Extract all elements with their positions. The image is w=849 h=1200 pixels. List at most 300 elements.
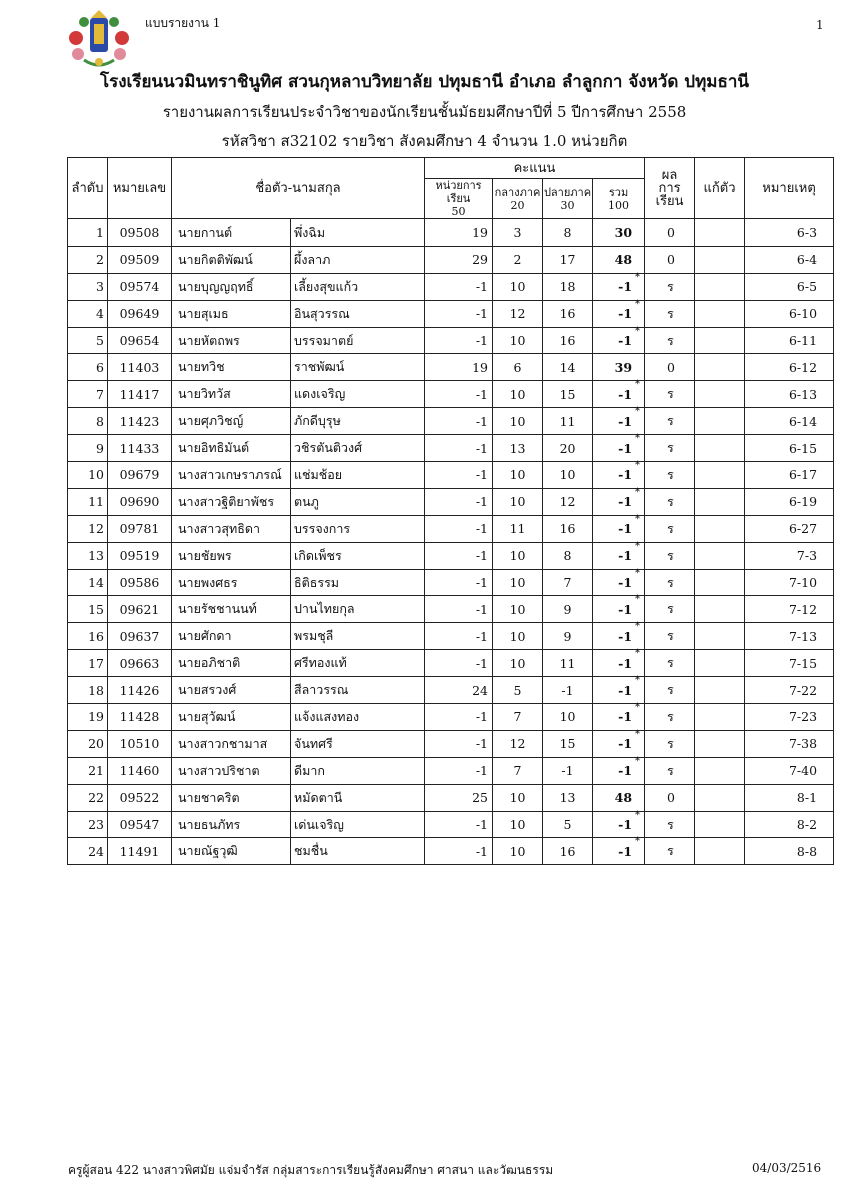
student-id-cell: 11433 [108, 435, 172, 462]
header-name: ชื่อตัว-นามสกุล [172, 158, 425, 219]
score-mid-cell: 10 [493, 327, 543, 354]
score-total-value: 39 [614, 359, 633, 375]
student-id-cell: 09522 [108, 784, 172, 811]
score-mid-cell: 11 [493, 515, 543, 542]
result-cell: ร [645, 408, 695, 435]
row-number-cell: 18 [68, 677, 108, 704]
result-cell: ร [645, 838, 695, 865]
incomplete-mark: * [635, 325, 641, 337]
table-row [68, 246, 834, 273]
incomplete-mark: * [635, 702, 641, 714]
header-final-label: ปลายภาค [543, 185, 592, 199]
header-unit [425, 179, 493, 219]
score-final-cell: 11 [543, 650, 593, 677]
student-first-name-cell: นางสาวเกษราภรณ์ [172, 462, 291, 489]
score-unit-cell: -1 [425, 811, 493, 838]
row-number-cell: 6 [68, 354, 108, 381]
score-total-cell [593, 515, 645, 542]
header-unit-label: หน่วยการเรียน [435, 179, 482, 205]
student-id-cell: 09649 [108, 300, 172, 327]
score-mid-cell: 12 [493, 300, 543, 327]
score-unit-cell: -1 [425, 569, 493, 596]
incomplete-mark: * [635, 513, 641, 525]
row-number-cell: 15 [68, 596, 108, 623]
table-row [68, 730, 834, 757]
score-total-cell [593, 811, 645, 838]
score-total-cell [593, 677, 645, 704]
remark-cell: 8-8 [745, 838, 834, 865]
fix-cell [695, 650, 745, 677]
header-total [593, 179, 645, 219]
score-final-cell: 15 [543, 381, 593, 408]
score-final-cell: 15 [543, 730, 593, 757]
student-id-cell: 09547 [108, 811, 172, 838]
remark-cell: 6-4 [745, 246, 834, 273]
remark-cell: 6-17 [745, 462, 834, 489]
remark-cell: 7-3 [745, 542, 834, 569]
score-total-cell [593, 273, 645, 300]
score-total-value: 48 [614, 790, 633, 806]
student-first-name-cell: นายหัตถพร [172, 327, 291, 354]
score-total-cell [593, 219, 645, 247]
fix-cell [695, 757, 745, 784]
grade-rows [68, 219, 834, 865]
remark-cell: 8-1 [745, 784, 834, 811]
student-last-name-cell: บรรจมาตย์ [291, 327, 425, 354]
score-total-value: -1 [618, 548, 633, 564]
student-id-cell: 11423 [108, 408, 172, 435]
score-total-value: -1 [618, 440, 633, 456]
score-total-value: -1 [618, 494, 633, 510]
score-mid-cell: 10 [493, 542, 543, 569]
result-cell: ร [645, 435, 695, 462]
table-row [68, 381, 834, 408]
remark-cell: 6-13 [745, 381, 834, 408]
score-unit-cell: -1 [425, 327, 493, 354]
student-id-cell: 09519 [108, 542, 172, 569]
score-mid-cell: 10 [493, 838, 543, 865]
score-total-value: -1 [618, 279, 633, 295]
fix-cell [695, 704, 745, 731]
student-id-cell: 11460 [108, 757, 172, 784]
row-number-cell: 7 [68, 381, 108, 408]
score-final-cell: 5 [543, 811, 593, 838]
header-total-max: 100 [608, 198, 630, 212]
score-unit-cell: 25 [425, 784, 493, 811]
student-last-name-cell: เกิดเพ็ชร [291, 542, 425, 569]
score-final-cell: 14 [543, 354, 593, 381]
header-final-max: 30 [560, 198, 575, 212]
score-final-cell: 17 [543, 246, 593, 273]
score-mid-cell: 10 [493, 569, 543, 596]
student-last-name-cell: ศรีทองแท้ [291, 650, 425, 677]
remark-cell: 6-3 [745, 219, 834, 247]
score-final-cell: 8 [543, 542, 593, 569]
row-number-cell: 19 [68, 704, 108, 731]
student-first-name-cell: นายณัฐวุฒิ [172, 838, 291, 865]
score-final-cell: -1 [543, 757, 593, 784]
header-result [645, 158, 695, 219]
remark-cell: 6-19 [745, 488, 834, 515]
remark-cell: 6-12 [745, 354, 834, 381]
row-number-cell: 17 [68, 650, 108, 677]
result-cell: ร [645, 704, 695, 731]
remark-cell: 6-15 [745, 435, 834, 462]
result-cell: ร [645, 623, 695, 650]
score-total-value: -1 [618, 575, 633, 591]
score-final-cell: 16 [543, 838, 593, 865]
score-total-value: -1 [618, 763, 633, 779]
student-last-name-cell: ธิติธรรม [291, 569, 425, 596]
row-number-cell: 10 [68, 462, 108, 489]
score-mid-cell: 10 [493, 273, 543, 300]
student-last-name-cell: สีลาวรรณ [291, 677, 425, 704]
score-mid-cell: 10 [493, 488, 543, 515]
score-total-value: 48 [614, 252, 633, 268]
score-total-value: -1 [618, 306, 633, 322]
incomplete-mark: * [635, 728, 641, 740]
result-cell: ร [645, 327, 695, 354]
incomplete-mark: * [635, 540, 641, 552]
score-final-cell: 8 [543, 219, 593, 247]
score-unit-cell: -1 [425, 838, 493, 865]
row-number-cell: 22 [68, 784, 108, 811]
student-id-cell: 11426 [108, 677, 172, 704]
fix-cell [695, 730, 745, 757]
incomplete-mark: * [635, 486, 641, 498]
student-first-name-cell: นายสรวงศ์ [172, 677, 291, 704]
incomplete-mark: * [635, 675, 641, 687]
result-cell: ร [645, 300, 695, 327]
student-last-name-cell: พึ่งฉิม [291, 219, 425, 247]
row-number-cell: 2 [68, 246, 108, 273]
student-first-name-cell: นายอิทธิมันต์ [172, 435, 291, 462]
score-mid-cell: 10 [493, 623, 543, 650]
table-row [68, 704, 834, 731]
score-mid-cell: 7 [493, 704, 543, 731]
fix-cell [695, 462, 745, 489]
score-total-cell [593, 381, 645, 408]
score-mid-cell: 6 [493, 354, 543, 381]
result-cell: ร [645, 381, 695, 408]
student-last-name-cell: ตนภู [291, 488, 425, 515]
incomplete-mark: * [635, 271, 641, 283]
incomplete-mark: * [635, 298, 641, 310]
score-unit-cell: -1 [425, 623, 493, 650]
fix-cell [695, 435, 745, 462]
remark-cell: 6-14 [745, 408, 834, 435]
report-title: รายงานผลการเรียนประจำวิชาของนักเรียนชั้นมัธยมศึกษาปีที่ 5 ปีการศึกษา 2558 [162, 103, 687, 121]
score-unit-cell: 24 [425, 677, 493, 704]
incomplete-mark: * [635, 809, 641, 821]
student-first-name-cell: นายกิตติพัฒน์ [172, 246, 291, 273]
student-last-name-cell: แช่มช้อย [291, 462, 425, 489]
header-result-top: ผล [661, 167, 678, 183]
student-id-cell: 11491 [108, 838, 172, 865]
student-first-name-cell: นายสุเมธ [172, 300, 291, 327]
score-total-value: -1 [618, 843, 633, 859]
incomplete-mark: * [635, 836, 641, 848]
remark-cell: 7-40 [745, 757, 834, 784]
incomplete-mark: * [635, 406, 641, 418]
score-total-value: -1 [618, 628, 633, 644]
student-last-name-cell: ดีมาก [291, 757, 425, 784]
table-row [68, 838, 834, 865]
result-cell: ร [645, 488, 695, 515]
header-no: ลำดับ [68, 158, 108, 219]
student-last-name-cell: จันทศรี [291, 730, 425, 757]
score-final-cell: 7 [543, 569, 593, 596]
header-mid-label: กลางภาค [494, 185, 541, 199]
subject-line: รหัสวิชา ส32102 รายวิชา สังคมศึกษา 4 จำนวน 1.0 หน่วยกิต [221, 132, 628, 150]
score-total-cell [593, 757, 645, 784]
report-date: 04/03/2516 [752, 1161, 822, 1175]
table-row [68, 327, 834, 354]
result-cell: ร [645, 811, 695, 838]
student-id-cell: 09663 [108, 650, 172, 677]
score-final-cell: 16 [543, 300, 593, 327]
incomplete-mark: * [635, 379, 641, 391]
score-total-cell [593, 327, 645, 354]
page-number: 1 [816, 18, 824, 32]
student-first-name-cell: นายชัยพร [172, 542, 291, 569]
table-row [68, 219, 834, 247]
result-cell: 0 [645, 784, 695, 811]
student-id-cell: 09654 [108, 327, 172, 354]
incomplete-mark: * [635, 433, 641, 445]
remark-cell: 6-27 [745, 515, 834, 542]
student-first-name-cell: นายรัชชานนท์ [172, 596, 291, 623]
fix-cell [695, 354, 745, 381]
remark-cell: 7-22 [745, 677, 834, 704]
row-number-cell: 9 [68, 435, 108, 462]
row-number-cell: 5 [68, 327, 108, 354]
fix-cell [695, 408, 745, 435]
fix-cell [695, 300, 745, 327]
student-last-name-cell: อินสุวรรณ [291, 300, 425, 327]
row-number-cell: 23 [68, 811, 108, 838]
student-first-name-cell: นายศุภวิชญ์ [172, 408, 291, 435]
fix-cell [695, 515, 745, 542]
row-number-cell: 3 [68, 273, 108, 300]
remark-cell: 7-23 [745, 704, 834, 731]
fix-cell [695, 623, 745, 650]
fix-cell [695, 273, 745, 300]
student-first-name-cell: นายบุญญฤทธิ์ [172, 273, 291, 300]
score-final-cell: 9 [543, 623, 593, 650]
table-row [68, 542, 834, 569]
student-first-name-cell: นายอภิชาติ [172, 650, 291, 677]
score-final-cell: 10 [543, 704, 593, 731]
student-last-name-cell: ภักดีบุรุษ [291, 408, 425, 435]
score-mid-cell: 5 [493, 677, 543, 704]
score-total-cell [593, 784, 645, 811]
fix-cell [695, 677, 745, 704]
score-total-value: -1 [618, 817, 633, 833]
header-result-bottom: การเรียน [655, 180, 684, 209]
header-final [543, 179, 593, 219]
row-number-cell: 8 [68, 408, 108, 435]
fix-cell [695, 381, 745, 408]
score-mid-cell: 2 [493, 246, 543, 273]
score-total-value: 30 [614, 225, 633, 241]
student-id-cell: 09621 [108, 596, 172, 623]
header-unit-max: 50 [451, 205, 466, 218]
student-id-cell: 09637 [108, 623, 172, 650]
score-unit-cell: -1 [425, 650, 493, 677]
incomplete-mark: * [635, 648, 641, 660]
score-unit-cell: -1 [425, 408, 493, 435]
remark-cell: 6-5 [745, 273, 834, 300]
score-total-value: -1 [618, 413, 633, 429]
student-id-cell: 09586 [108, 569, 172, 596]
result-cell: ร [645, 730, 695, 757]
result-cell: ร [645, 569, 695, 596]
score-unit-cell: -1 [425, 515, 493, 542]
remark-cell: 7-10 [745, 569, 834, 596]
grades-table [67, 157, 834, 865]
fix-cell [695, 596, 745, 623]
student-last-name-cell: เด่นเจริญ [291, 811, 425, 838]
score-unit-cell: -1 [425, 273, 493, 300]
incomplete-mark: * [635, 594, 641, 606]
score-total-value: -1 [618, 386, 633, 402]
remark-cell: 7-12 [745, 596, 834, 623]
student-id-cell: 09781 [108, 515, 172, 542]
result-cell: ร [645, 650, 695, 677]
student-first-name-cell: นายศักดา [172, 623, 291, 650]
table-row [68, 623, 834, 650]
fix-cell [695, 219, 745, 247]
student-last-name-cell: พรมชุลี [291, 623, 425, 650]
score-unit-cell: -1 [425, 730, 493, 757]
score-final-cell: 12 [543, 488, 593, 515]
score-final-cell: 13 [543, 784, 593, 811]
score-unit-cell: -1 [425, 704, 493, 731]
student-last-name-cell: ผึ้งลาภ [291, 246, 425, 273]
score-mid-cell: 13 [493, 435, 543, 462]
student-last-name-cell: แจ้งแสงทอง [291, 704, 425, 731]
score-total-value: -1 [618, 682, 633, 698]
fix-cell [695, 488, 745, 515]
school-name-line: โรงเรียนนวมินทราชินูทิศ สวนกุหลาบวิทยาลัย ปทุมธานี อำเภอ ลำลูกกา จังหวัด ปทุมธานี [99, 72, 750, 92]
student-id-cell: 09509 [108, 246, 172, 273]
table-row [68, 569, 834, 596]
table-row [68, 811, 834, 838]
student-id-cell: 11403 [108, 354, 172, 381]
score-total-cell [593, 246, 645, 273]
score-unit-cell: -1 [425, 542, 493, 569]
row-number-cell: 16 [68, 623, 108, 650]
score-mid-cell: 10 [493, 462, 543, 489]
school-emblem-icon [64, 8, 134, 72]
result-cell: ร [645, 596, 695, 623]
row-number-cell: 1 [68, 219, 108, 247]
row-number-cell: 11 [68, 488, 108, 515]
score-final-cell: 16 [543, 515, 593, 542]
score-total-value: -1 [618, 521, 633, 537]
result-cell: 0 [645, 219, 695, 247]
fix-cell [695, 569, 745, 596]
incomplete-mark: * [635, 567, 641, 579]
student-last-name-cell: ชมชื่น [291, 838, 425, 865]
student-last-name-cell: บรรจงการ [291, 515, 425, 542]
student-id-cell: 11428 [108, 704, 172, 731]
student-first-name-cell: นายวิทวัส [172, 381, 291, 408]
student-first-name-cell: นายสุวัฒน์ [172, 704, 291, 731]
teacher-line: ครูผู้สอน 422 นางสาวพิศมัย แจ่มจำรัส กลุ่มสาระการเรียนรู้สังคมศึกษา ศาสนา และวัฒนธรรม [68, 1163, 554, 1177]
score-unit-cell: 29 [425, 246, 493, 273]
score-final-cell: 9 [543, 596, 593, 623]
score-total-cell [593, 488, 645, 515]
student-first-name-cell: นายธนภัทร [172, 811, 291, 838]
row-number-cell: 20 [68, 730, 108, 757]
score-total-cell [593, 569, 645, 596]
table-row [68, 462, 834, 489]
score-total-cell [593, 650, 645, 677]
row-number-cell: 13 [68, 542, 108, 569]
score-unit-cell: -1 [425, 381, 493, 408]
header-total-label: รวม [608, 185, 629, 199]
table-row [68, 677, 834, 704]
table-row [68, 784, 834, 811]
table-row [68, 408, 834, 435]
table-row [68, 435, 834, 462]
student-first-name-cell: นางสาวกชามาส [172, 730, 291, 757]
fix-cell [695, 838, 745, 865]
student-first-name-cell: นายกานต์ [172, 219, 291, 247]
score-mid-cell: 10 [493, 811, 543, 838]
fix-cell [695, 784, 745, 811]
remark-cell: 8-2 [745, 811, 834, 838]
form-label: แบบรายงาน 1 [145, 16, 221, 30]
score-final-cell: 18 [543, 273, 593, 300]
row-number-cell: 12 [68, 515, 108, 542]
row-number-cell: 4 [68, 300, 108, 327]
fix-cell [695, 246, 745, 273]
student-first-name-cell: นายชาคริต [172, 784, 291, 811]
result-cell: 0 [645, 246, 695, 273]
student-id-cell: 09690 [108, 488, 172, 515]
student-id-cell: 09574 [108, 273, 172, 300]
table-row [68, 488, 834, 515]
header-id: หมายเลข [108, 158, 172, 219]
fix-cell [695, 542, 745, 569]
score-mid-cell: 10 [493, 596, 543, 623]
result-cell: ร [645, 273, 695, 300]
student-id-cell: 09508 [108, 219, 172, 247]
score-mid-cell: 10 [493, 381, 543, 408]
remark-cell: 7-38 [745, 730, 834, 757]
student-last-name-cell: วชิรตันติวงศ์ [291, 435, 425, 462]
score-final-cell: 11 [543, 408, 593, 435]
student-id-cell: 10510 [108, 730, 172, 757]
header-mid-max: 20 [510, 198, 525, 212]
score-unit-cell: -1 [425, 300, 493, 327]
score-total-cell [593, 462, 645, 489]
incomplete-mark: * [635, 621, 641, 633]
remark-cell: 7-15 [745, 650, 834, 677]
student-first-name-cell: นางสาวปริชาต [172, 757, 291, 784]
score-final-cell: -1 [543, 677, 593, 704]
row-number-cell: 21 [68, 757, 108, 784]
score-mid-cell: 10 [493, 650, 543, 677]
student-first-name-cell: นางสาวสุทธิดา [172, 515, 291, 542]
student-last-name-cell: แดงเจริญ [291, 381, 425, 408]
fix-cell [695, 327, 745, 354]
row-number-cell: 14 [68, 569, 108, 596]
table-row [68, 300, 834, 327]
